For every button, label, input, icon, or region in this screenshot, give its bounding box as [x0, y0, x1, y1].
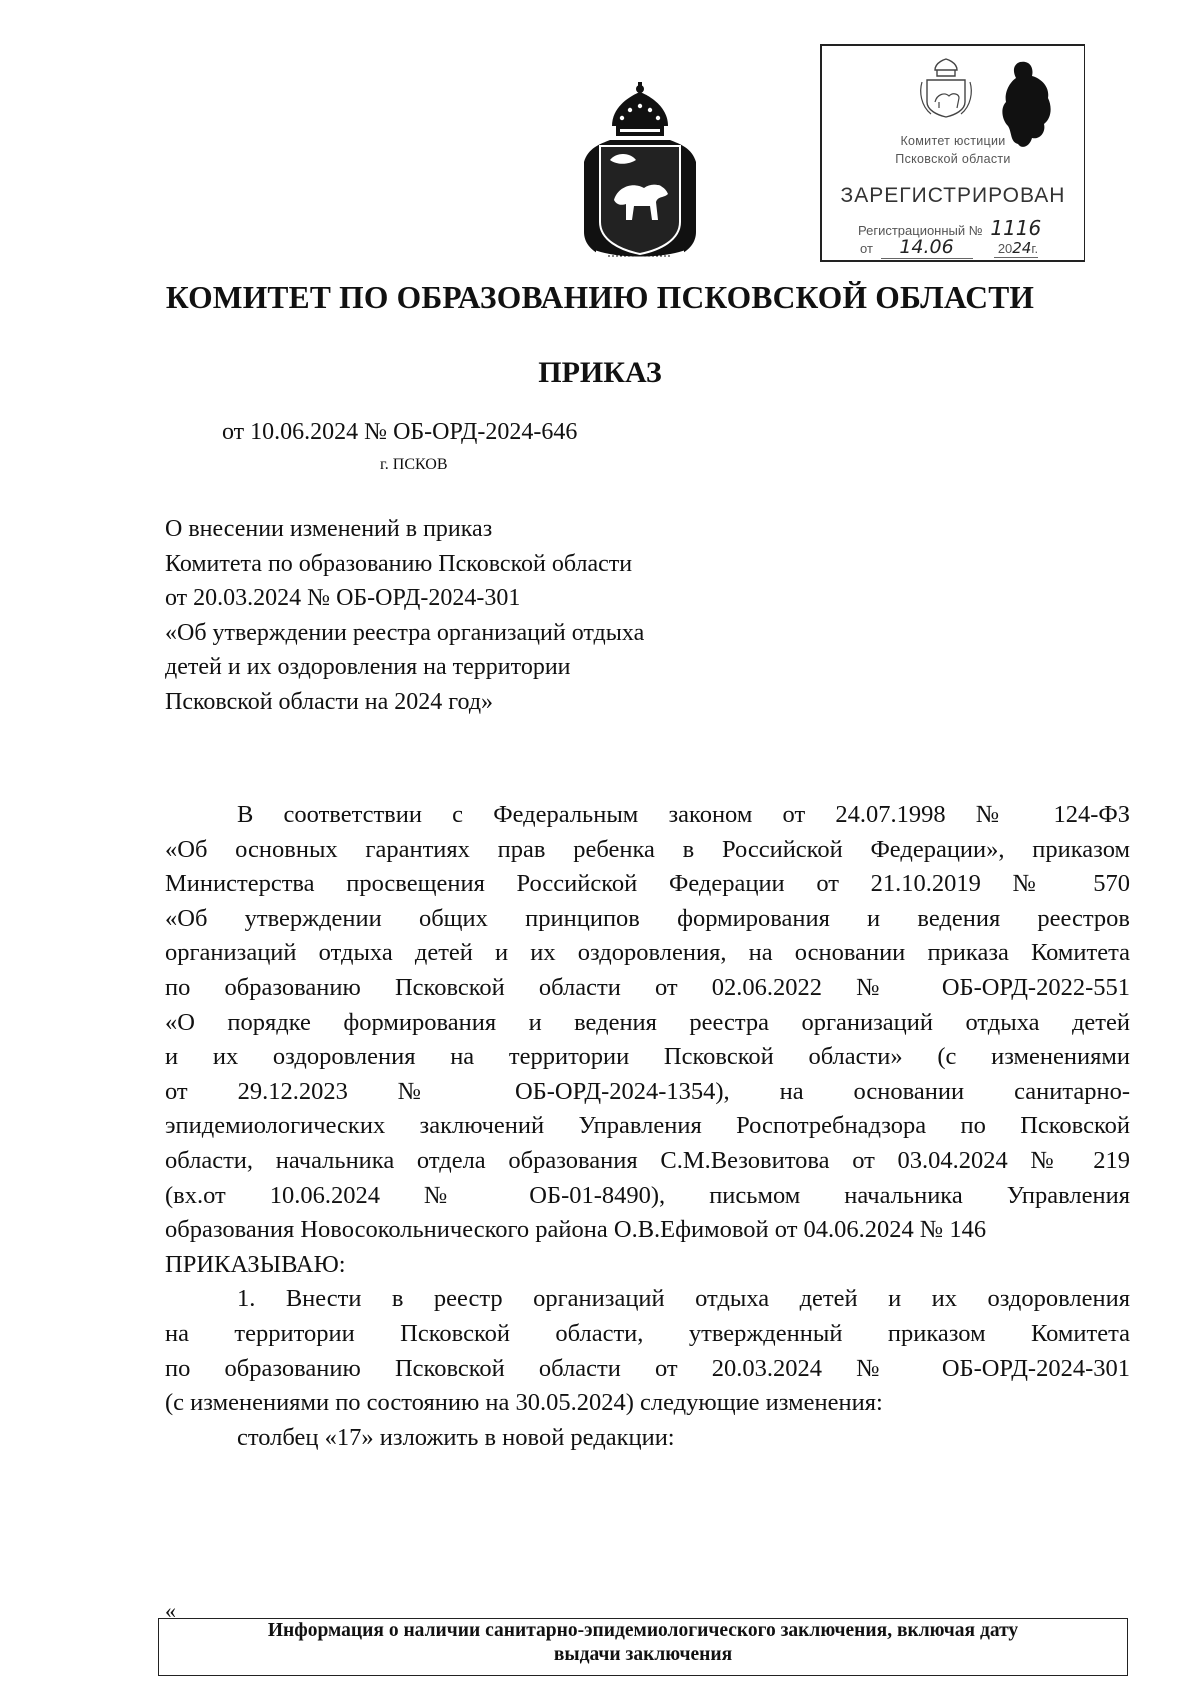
table-header-line-2: выдачи заключения — [553, 1644, 733, 1665]
stamp-year — [994, 239, 1038, 258]
stamp-org-line-2: Псковской области — [895, 152, 1011, 166]
decree-word: ПРИКАЗЫВАЮ: — [165, 1250, 346, 1278]
stamp-date-label: от — [860, 241, 873, 256]
order-body — [165, 798, 1130, 1455]
subject-line: Комитета по образованию Псковской области — [165, 550, 633, 577]
body-line: образования Новосокольнического района О.В.Ефимовой от 04.06.2024 № 146 — [165, 1216, 987, 1244]
body-line: Министерства просвещения Российской Федерации от 21.10.2019 № 570 — [165, 870, 1130, 898]
registration-stamp — [820, 44, 1085, 262]
item-1-line: (с изменениями по состоянию на 30.05.2024) следующие изменения: — [165, 1389, 883, 1417]
subject-line: Псковской области на 2024 год» — [165, 688, 494, 715]
column-instruction: столбец «17» изложить в новой редакции: — [237, 1423, 675, 1451]
stamp-year-suffix: г. — [1031, 241, 1039, 256]
coat-of-arms-emblem — [560, 82, 720, 272]
body-line: «Об утверждении общих принципов формирования и ведения реестров — [165, 904, 1130, 932]
subject-line: О внесении изменений в приказ — [165, 516, 493, 542]
item-1-line: по образованию Псковской области от 20.03.2024 № ОБ-ОРД-2024-301 — [165, 1354, 1130, 1382]
body-line: и их оздоровления на территории Псковской области» (с изменениями — [165, 1043, 1130, 1071]
stamp-org-line-1: Комитет юстиции — [900, 134, 1006, 148]
stamp-reg-label: Регистрационный № — [858, 223, 983, 238]
table-header-line-1: Информация о наличии санитарно-эпидемиологического заключения, включая дату — [267, 1620, 1019, 1641]
stamp-year-prefix: 20 — [997, 241, 1013, 256]
subject-line: детей и их оздоровления на территории — [165, 654, 571, 681]
stamp-date-row — [860, 236, 1038, 259]
stamp-date-value: 14.06 — [881, 236, 973, 259]
stamp-coat-of-arms-icon — [917, 58, 975, 118]
body-line: от 29.12.2023 № ОБ-ОРД-2024-1354), на основании санитарно- — [165, 1077, 1130, 1105]
body-line: «О порядке формирования и ведения реестра организаций отдыха детей — [165, 1008, 1130, 1036]
subject-line: от 20.03.2024 № ОБ-ОРД-2024-301 — [165, 585, 521, 612]
item-1-line: на территории Псковской области, утвержденный приказом Комитета — [165, 1319, 1130, 1347]
body-line: «Об основных гарантиях прав ребенка в Российской Федерации», приказом — [165, 835, 1130, 863]
body-line: (вх.от 10.06.2024 № ОБ-01-8490), письмом начальника Управления — [165, 1181, 1130, 1209]
body-line: области, начальника отдела образования С.М.Везовитова от 03.04.2024 № 219 — [165, 1146, 1130, 1174]
item-1-line: 1. Внести в реестр организаций отдыха детей и их оздоровления — [237, 1285, 1130, 1313]
stamp-registered-label: ЗАРЕГИСТРИРОВАН — [840, 184, 1066, 207]
city-label: г. ПСКОВ — [380, 456, 448, 473]
table-header-cell — [158, 1618, 1128, 1676]
stamp-reg-number: 1116 — [990, 216, 1042, 240]
body-line: эпидемиологических заключений Управления Роспотребнадзора по Псковской — [165, 1112, 1130, 1140]
order-date-number: от 10.06.2024 № ОБ-ОРД-2024-646 — [222, 419, 578, 445]
body-line: В соответствии с Федеральным законом от 24.07.1998 № 124-ФЗ — [237, 801, 1130, 828]
body-line: организаций отдыха детей и их оздоровления, на основании приказа Комитета — [165, 939, 1130, 967]
order-subject — [165, 512, 644, 720]
pskov-coat-of-arms-icon — [560, 82, 720, 272]
subject-line: «Об утверждении реестра организаций отдыха — [165, 619, 645, 646]
body-line: по образованию Псковской области от 02.06.2022 № ОБ-ОРД-2022-551 — [165, 973, 1130, 1001]
document-type-title: ПРИКАЗ — [538, 356, 662, 389]
organization-title: КОМИТЕТ ПО ОБРАЗОВАНИЮ ПСКОВСКОЙ ОБЛАСТИ — [165, 280, 1035, 315]
opening-quote-mark: « — [165, 1598, 176, 1623]
stamp-year-handwritten: 24 — [1012, 239, 1032, 257]
